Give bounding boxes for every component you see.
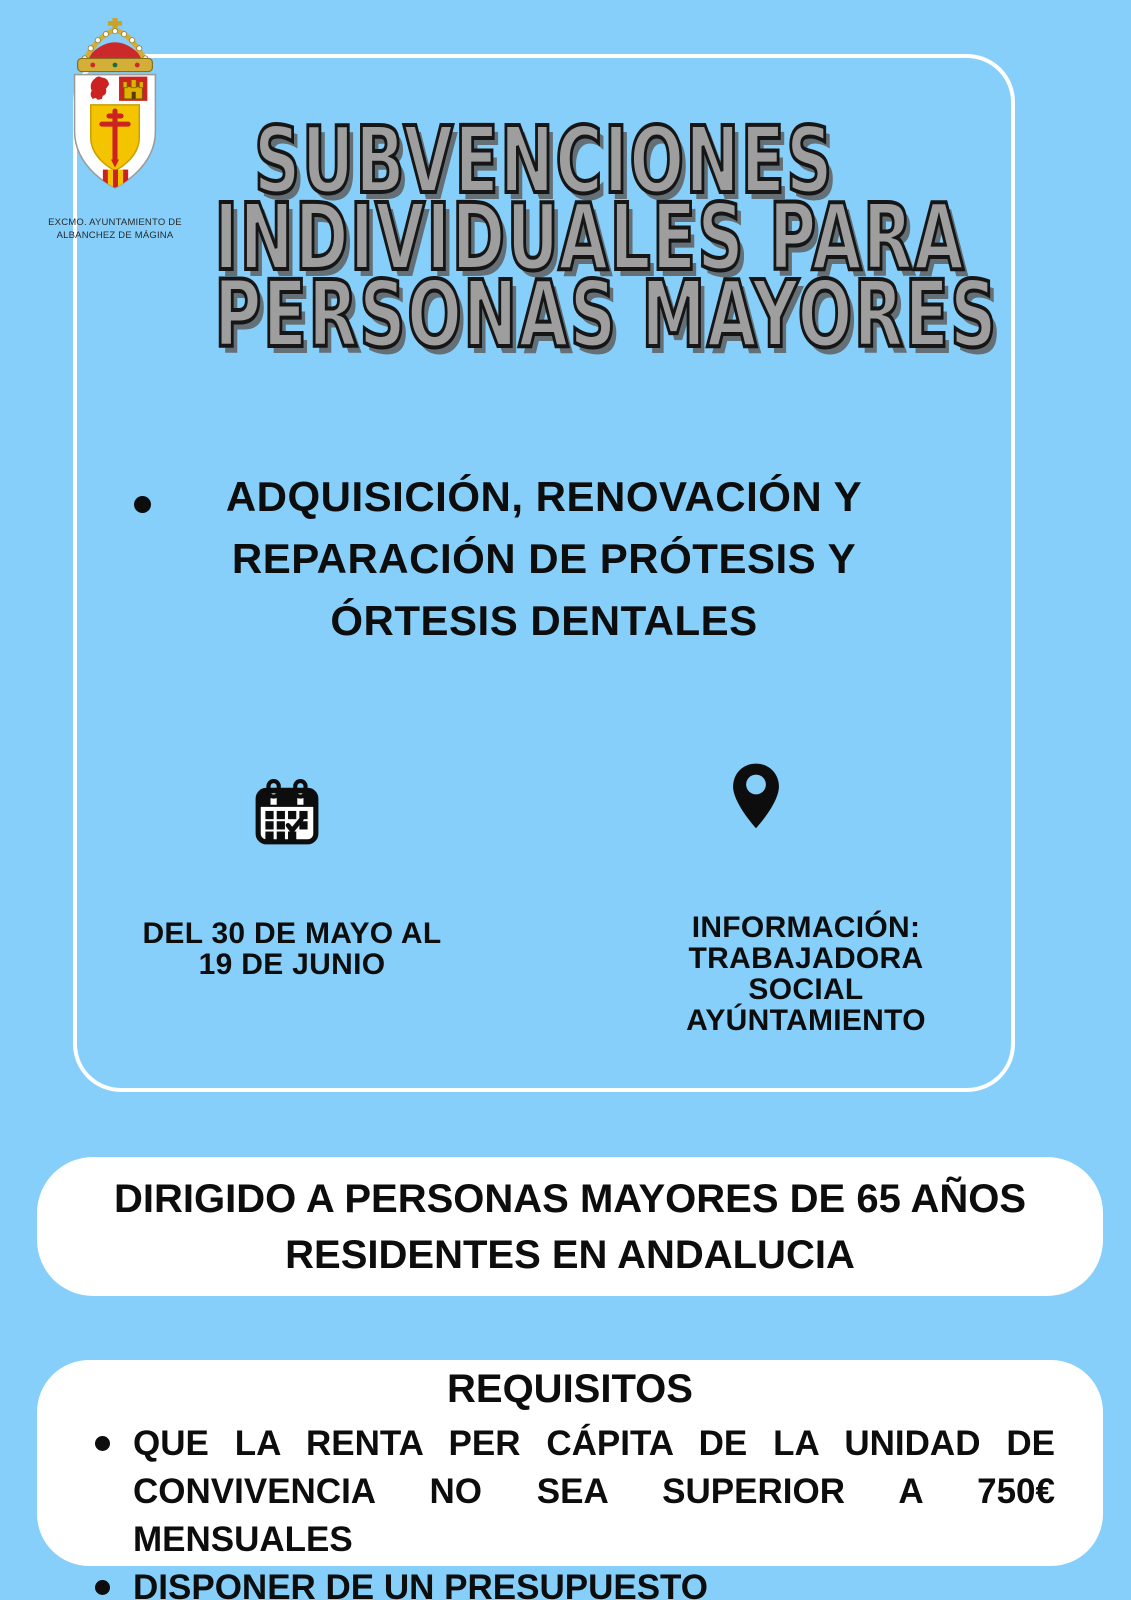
poster-title-line2: INDIVIDUALES PARA (214, 184, 966, 291)
concept-line2: REPARACIÓN DE PRÓTESIS Y (231, 535, 857, 582)
requirements-list (85, 1420, 1055, 1600)
poster-title (73, 107, 1015, 368)
requirements-box (37, 1360, 1103, 1600)
concept-text (120, 466, 968, 652)
period-line1: DEL 30 DE MAYO AL (142, 917, 442, 950)
logo-caption-line2: ALBANCHEZ DE MÁGINA (56, 230, 174, 241)
logo-caption (30, 216, 200, 242)
bullet-dot (134, 496, 151, 513)
audience-box (37, 1157, 1103, 1296)
location-pin-icon (731, 760, 781, 834)
audience-line2: RESIDENTES EN ANDALUCIA (285, 1232, 855, 1277)
requirement-item: DISPONER DE UN PRESUPUESTO (95, 1564, 1055, 1600)
info-line3: AYÚNTAMIENTO (686, 1004, 926, 1037)
coat-of-arms-icon (63, 18, 167, 210)
calendar-icon (254, 778, 320, 848)
period-line2: 19 DE JUNIO (198, 948, 386, 981)
info-line1: INFORMACIÓN: (691, 911, 921, 944)
concept-line3: ÓRTESIS DENTALES (330, 597, 758, 644)
concept-line1: ADQUISICIÓN, RENOVACIÓN Y (225, 473, 863, 520)
municipal-logo (30, 18, 200, 242)
info-text (628, 912, 984, 1036)
poster-title-line3: PERSONAS MAYORES (214, 261, 998, 368)
concept-item (120, 466, 968, 652)
info-line2: TRABAJADORA SOCIAL (688, 942, 924, 1006)
poster-title-line1: SUBVENCIONES (254, 107, 834, 214)
audience-line1: DIRIGIDO A PERSONAS MAYORES DE 65 AÑOS (113, 1176, 1027, 1221)
requirements-title: REQUISITOS (447, 1367, 693, 1411)
logo-caption-line1: EXCMO. AYUNTAMIENTO DE (48, 217, 182, 228)
requirement-item: QUE LA RENTA PER CÁPITA DE LA UNIDAD DE CONVIVENCIA NO SEA SUPERIOR A 750€ MENSUALES (95, 1420, 1055, 1564)
period-text (118, 918, 466, 980)
